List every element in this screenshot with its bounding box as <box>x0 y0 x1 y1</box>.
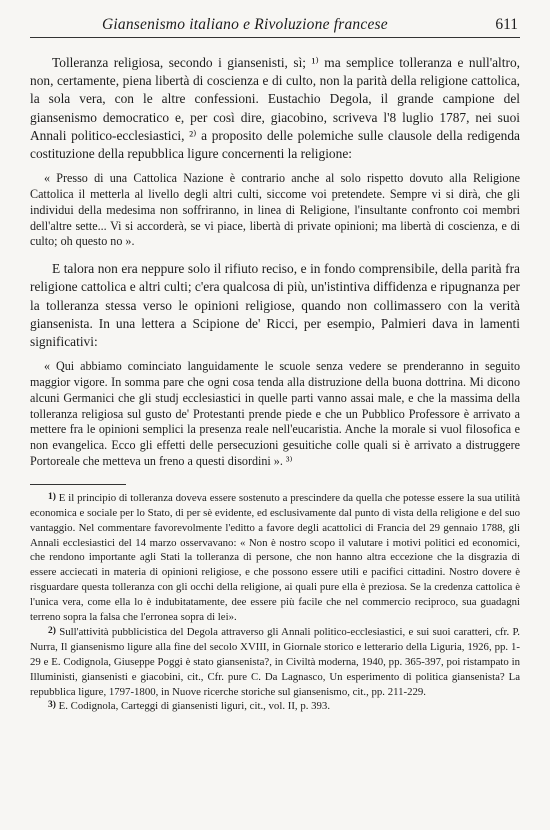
footnote-1-number: 1) <box>48 491 56 502</box>
page-number: 611 <box>495 16 518 33</box>
footnote-3-number: 3) <box>48 700 56 711</box>
footnote-divider <box>30 484 126 485</box>
running-head <box>30 16 520 38</box>
footnote-2-number: 2) <box>48 625 56 636</box>
body-paragraph-1: Tolleranza religiosa, secondo i giansenisti, sì; ¹⁾ ma semplice tolleranza e null'altro, non, certamente, piena libertà di coscienza e di culto, non la parità della religione cattolica, la sola vera, con le altre confessioni. Eustachio Degola, il grande campione del giansenismo democratico e, per così dire, giacobino, scriveva l'8 luglio 1787, nei suoi Annali politico-ecclesiastici, ²⁾ a proposito delle polemiche sulle clausole della redigenda costituzione della repubblica ligure concernenti la religione: <box>30 55 520 162</box>
running-title: Giansenismo italiano e Rivoluzione francese <box>102 16 388 33</box>
footnote-1-text: E il principio di tolleranza doveva essere sostenuto a prescindere da quella che potesse essere la sua utilità economica e sociale per lo Stato, di per sè evidente, ed esclusivamente dal punto di vista della religione e del suo vantaggio. Nel commentare favorevolmente l'editto a favore degli acattolici di Francia del 29 gennaio 1788, gli Annali ecclesiastici del 14 marzo osservavano: « Non è nostro scopo il valutare i motivi politici ed economici, che rendono importante agli Stati la tolleranza di persone, che non hanno altra eccezione che la disgrazia di essere acciecati in materia di opinioni religiose, e che possono essere utili e pacifici cittadini. Nostro dovere è risguardare questa tolleranza con gli occhi della religione, ai quali pure ella è preziosa. Se la credenza cattolica è l'unica vera, come ella lo è indubitatamente, dee essere più facile che nel commercio reciproco, sua guadagni terreno sopra la falsa che l'erronea sopra di lei». <box>30 491 520 624</box>
body-paragraph-2: E talora non era neppure solo il rifiuto reciso, e in fondo comprensibile, della parità fra religione cattolica e altri culti; c'era qualcosa di più, un'istintiva diffidenza e ripugnanza per la tolleranza stessa verso le opinioni religiose, quando non collimassero con la verità giansenista. In una lettera a Scipione de' Ricci, per esempio, Palmieri dava in lamenti significativi: <box>30 261 520 350</box>
footnote-2 <box>30 625 520 700</box>
block-quote-2: « Qui abbiamo cominciato languidamente le scuole senza vedere se prenderanno in seguito maggior vigore. In somma pare che ogni cosa tenda alla distruzione della buona dottrina. Mi dicono alcuni Germanici che gli studj ecclesiastici in quelle parti vanno assai male, e che la massima della tolleranza religiosa sul gusto de' Protestanti prende piede e che un Pubblico Professore è arrivato a mettere fra le opinioni semplici la presenza reale nell'eucaristia. Anche la morale si vuol filosofica e non evangelica. Ecco gli effetti delle persecuzioni gesuitiche colle quali si è arrivato a distruggere Portoreale che metteva un freno a questi disordini ». ³⁾ <box>30 359 520 468</box>
footnote-3-text: E. Codignola, Carteggi di giansenisti liguri, cit., vol. II, p. 393. <box>58 700 331 713</box>
footnote-2-text: Sull'attività pubblicistica del Degola attraverso gli Annali politico-ecclesiastici, e sui suoi caratteri, cfr. P. Nurra, Il giansenismo ligure alla fine del secolo XVIII, in Giornale storico e letterario della Liguria, 1926, pp. 1-29 e E. Codignola, Giuseppe Poggi è stato giansenista?, in Civiltà moderna, 1940, pp. 365-397, poi ristampato in Illuministi, giansenisti e giacobini, cit., Cfr. pure C. Da Lagnasco, Un esperimento di politica giansenista? La repubblica ligure, 1797-1800, in Nuove ricerche storiche sul giansenismo, cit., pp. 211-229. <box>30 625 520 698</box>
footnote-3 <box>30 699 520 714</box>
footnote-1 <box>30 491 520 625</box>
block-quote-1: « Presso di una Cattolica Nazione è contrario anche al solo rispetto dovuto alla Religione Cattolica il metterla al livello degli altri culti, siccome voi pretendete. Sempre vi si dirà, che gli individui della medesima non soffriranno, in linea di Religione, l'insultante confronto coi membri dell'altre sette... Vi si accorderà, se vi piace, libertà di private opinioni; ma libertà di coscienza, e di culto; oh questo no ». <box>30 171 520 249</box>
